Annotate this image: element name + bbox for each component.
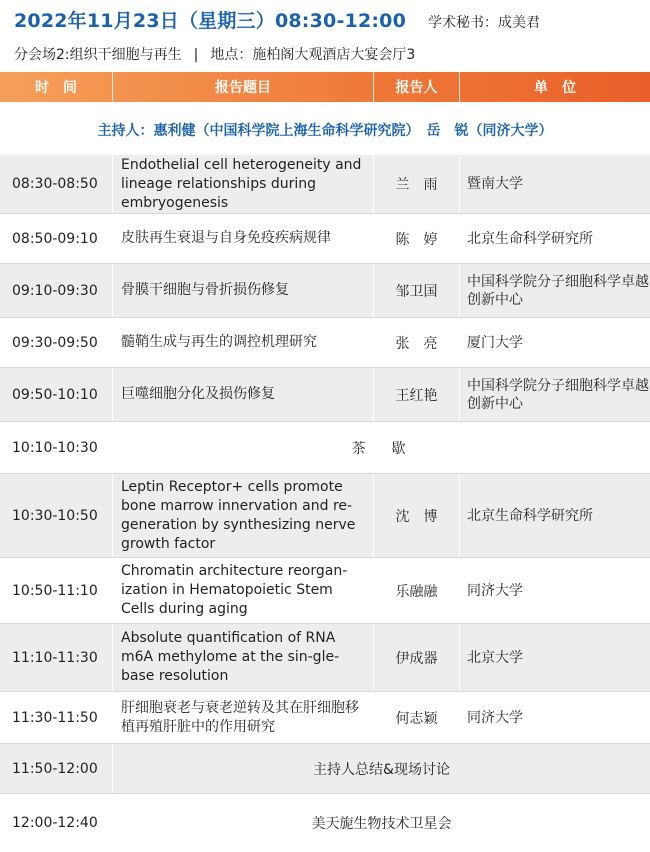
row-time: 08:30-08:50	[0, 155, 113, 213]
row-speaker: 伊成器	[374, 624, 460, 691]
table-header	[0, 72, 650, 102]
row-unit: 同济大学	[467, 709, 523, 726]
row-title: Endothelial cell heterogeneity and lineage relationships during embryogenesis	[113, 155, 374, 213]
row-time: 09:10-09:30	[0, 264, 113, 317]
row-unit: 中国科学院分子细胞科学卓越创新中心	[467, 273, 649, 308]
row-title: 肝细胞衰老与衰老逆转及其在肝细胞移植再殖肝脏中的作用研究	[113, 692, 374, 743]
table-row	[0, 368, 650, 422]
row-time: 10:30-10:50	[0, 474, 113, 557]
table-row-break	[0, 422, 650, 474]
row-time: 11:50-12:00	[0, 744, 113, 793]
row-satellite-label: 美天旎生物技术卫星会	[311, 816, 452, 832]
session-location: 地点：施柏阁大观酒店大宴会厅3	[210, 47, 416, 63]
row-time: 11:10-11:30	[0, 624, 113, 691]
row-time: 11:30-11:50	[0, 692, 113, 743]
row-speaker: 王红艳	[374, 368, 460, 421]
column-header-unit: 单 位	[534, 80, 576, 96]
row-time: 10:50-11:10	[0, 558, 113, 623]
row-title: Leptin Receptor+ cells promote bone marrow innervation and re-generation by synthesizing nerve growth factor	[113, 474, 374, 557]
row-title: 巨噬细胞分化及损伤修复	[113, 368, 374, 421]
row-speaker: 何志颖	[374, 692, 460, 743]
row-unit: 暨南大学	[467, 176, 523, 192]
row-title: Chromatin architecture reorgan-ization in Hematopoietic Stem Cells during aging	[113, 558, 374, 623]
row-time: 09:50-10:10	[0, 368, 113, 421]
session-line	[14, 44, 415, 64]
row-title: 髓鞘生成与再生的调控机理研究	[113, 318, 374, 367]
table-row-summary	[0, 744, 650, 794]
row-unit: 中国科学院分子细胞科学卓越创新中心	[467, 377, 649, 412]
row-unit: 北京生命科学研究所	[467, 507, 593, 524]
column-header-speaker: 报告人	[374, 72, 460, 102]
row-unit: 北京生命科学研究所	[467, 230, 593, 247]
session-date-time: 2022年11月23日（星期三）08:30-12:00	[14, 10, 407, 32]
row-speaker: 邹卫国	[374, 264, 460, 317]
row-unit: 厦门大学	[467, 334, 523, 351]
table-row	[0, 558, 650, 624]
row-time: 09:30-09:50	[0, 318, 113, 367]
row-summary-label: 主持人总结&现场讨论	[313, 761, 450, 778]
row-speaker: 陈 婷	[374, 214, 460, 263]
column-header-title: 报告题目	[113, 72, 374, 102]
table-row	[0, 155, 650, 214]
table-row	[0, 264, 650, 318]
table-row	[0, 692, 650, 744]
table-row	[0, 474, 650, 558]
table-row	[0, 318, 650, 368]
header-line	[14, 6, 540, 30]
row-unit: 同济大学	[467, 582, 523, 599]
column-header-time: 时 间	[0, 72, 113, 102]
row-time: 08:50-09:10	[0, 214, 113, 263]
row-title: 皮肤再生衰退与自身免疫疾病规律	[113, 214, 374, 263]
session-separator: |	[193, 47, 199, 63]
academic-secretary: 学术秘书：成美君	[428, 15, 541, 31]
row-speaker: 兰 雨	[374, 155, 460, 213]
row-time: 12:00-12:40	[0, 794, 113, 852]
table-row-satellite	[0, 794, 650, 852]
row-title: Absolute quantification of RNA m6A methylome at the sin-gle-base resolution	[113, 624, 374, 691]
row-speaker: 张 亮	[374, 318, 460, 367]
row-speaker: 乐融融	[374, 558, 460, 623]
table-row	[0, 624, 650, 692]
session-chair: 主持人：惠利健（中国科学院上海生命科学研究院） 岳 锐（同济大学）	[97, 123, 553, 139]
row-unit: 北京大学	[467, 649, 523, 666]
table-row	[0, 214, 650, 264]
session-name: 分会场2:组织干细胞与再生	[14, 47, 182, 63]
row-speaker: 沈 博	[374, 474, 460, 557]
row-break-label: 茶 歇	[351, 440, 412, 457]
schedule-table	[0, 155, 650, 852]
row-title: 骨膜干细胞与骨折损伤修复	[113, 264, 374, 317]
row-time: 10:10-10:30	[0, 422, 113, 473]
